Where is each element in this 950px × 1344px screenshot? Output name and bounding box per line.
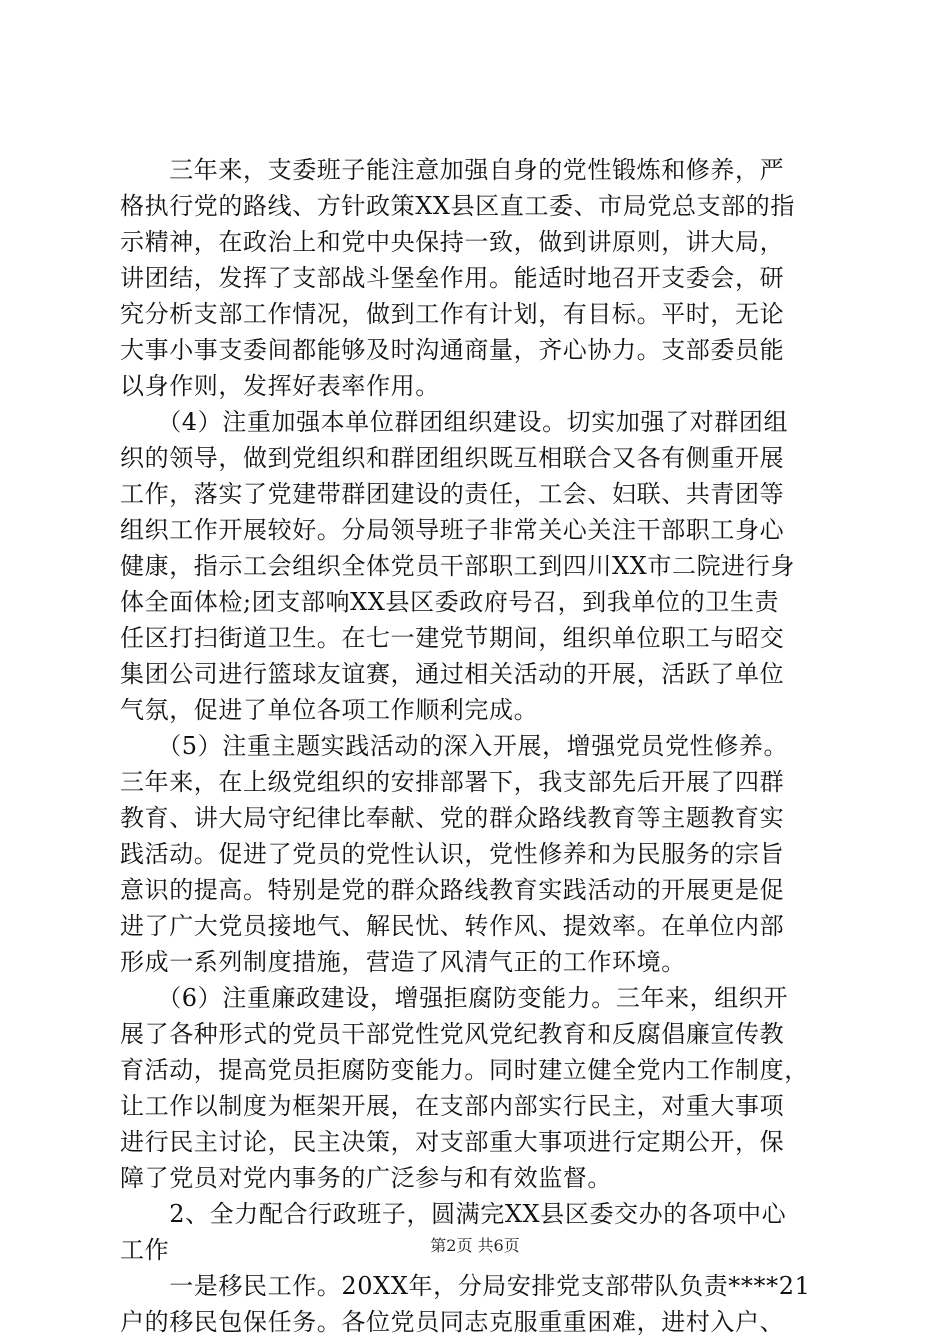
text-line: 究分析支部工作情况，做到工作有计划，有目标。平时，无论 [120,300,785,328]
text-line: 育活动，提高党员拒腐防变能力。同时建立健全党内工作制度， [120,1056,809,1084]
text-line: 体全面体检;团支部响XX县区委政府号召，到我单位的卫生责 [120,588,780,616]
text-line: （4）注重加强本单位群团组织建设。切实加强了对群团组 [120,408,789,436]
text-line: 健康，指示工会组织全体党员干部职工到四川XX市二院进行身 [120,552,795,580]
text-line: 以身作则，发挥好表率作用。 [120,372,440,400]
text-line: 进了广大党员接地气、解民忧、转作风、提效率。在单位内部 [120,912,785,940]
text-line: 进行民主讨论，民主决策，对支部重大事项进行定期公开，保 [120,1128,785,1156]
text-line: 工作，落实了党建带群团建设的责任，工会、妇联、共青团等 [120,480,785,508]
text-line: 格执行党的路线、方针政策XX县区直工委、市局党总支部的指 [120,192,795,220]
text-line: 2、全力配合行政班子，圆满完XX县区委交办的各项中心 [120,1200,787,1228]
text-line: 集团公司进行篮球友谊赛，通过相关活动的开展，活跃了单位 [120,660,785,688]
text-line: 一是移民工作。20XX年，分局安排党支部带队负责****21 [120,1272,811,1300]
text-line: 教育、讲大局守纪律比奉献、党的群众路线教育等主题教育实 [120,804,785,832]
text-line: 讲团结，发挥了支部战斗堡垒作用。能适时地召开支委会，研 [120,264,785,292]
text-line: 示精神，在政治上和党中央保持一致，做到讲原则，讲大局， [120,228,785,256]
text-line: 让工作以制度为框架开展，在支部内部实行民主，对重大事项 [120,1092,785,1120]
text-line: 工作 [120,1236,170,1264]
text-line: 大事小事支委间都能够及时沟通商量，齐心协力。支部委员能 [120,336,785,364]
text-line: 组织工作开展较好。分局领导班子非常关心关注干部职工身心 [120,516,785,544]
text-line: 展了各种形式的党员干部党性党风党纪教育和反腐倡廉宣传教 [120,1020,785,1048]
text-line: 织的领导，做到党组织和群团组织既互相联合又各有侧重开展 [120,444,785,472]
text-line: （5）注重主题实践活动的深入开展，增强党员党性修养。 [120,732,789,760]
text-line: 障了党员对党内事务的广泛参与和有效监督。 [120,1164,612,1192]
text-line: 三年来，支委班子能注意加强自身的党性锻炼和修养，严 [120,156,785,184]
text-line: 践活动。促进了党员的党性认识，党性修养和为民服务的宗旨 [120,840,785,868]
document-body [120,152,832,1340]
text-line: 意识的提高。特别是党的群众路线教育实践活动的开展更是促 [120,876,785,904]
text-line: 任区打扫街道卫生。在七一建党节期间，组织单位职工与昭交 [120,624,785,652]
text-line: 户的移民包保任务。各位党员同志克服重重困难，进村入户、 [120,1308,785,1336]
text-line: 三年来，在上级党组织的安排部署下，我支部先后开展了四群 [120,768,785,796]
text-line: 形成一系列制度措施，营造了风清气正的工作环境。 [120,948,686,976]
text-line: 气氛，促进了单位各项工作顺利完成。 [120,696,539,724]
page-number-footer: 第2页 共6页 [430,1236,520,1255]
text-line: （6）注重廉政建设，增强拒腐防变能力。三年来，组织开 [120,984,789,1012]
